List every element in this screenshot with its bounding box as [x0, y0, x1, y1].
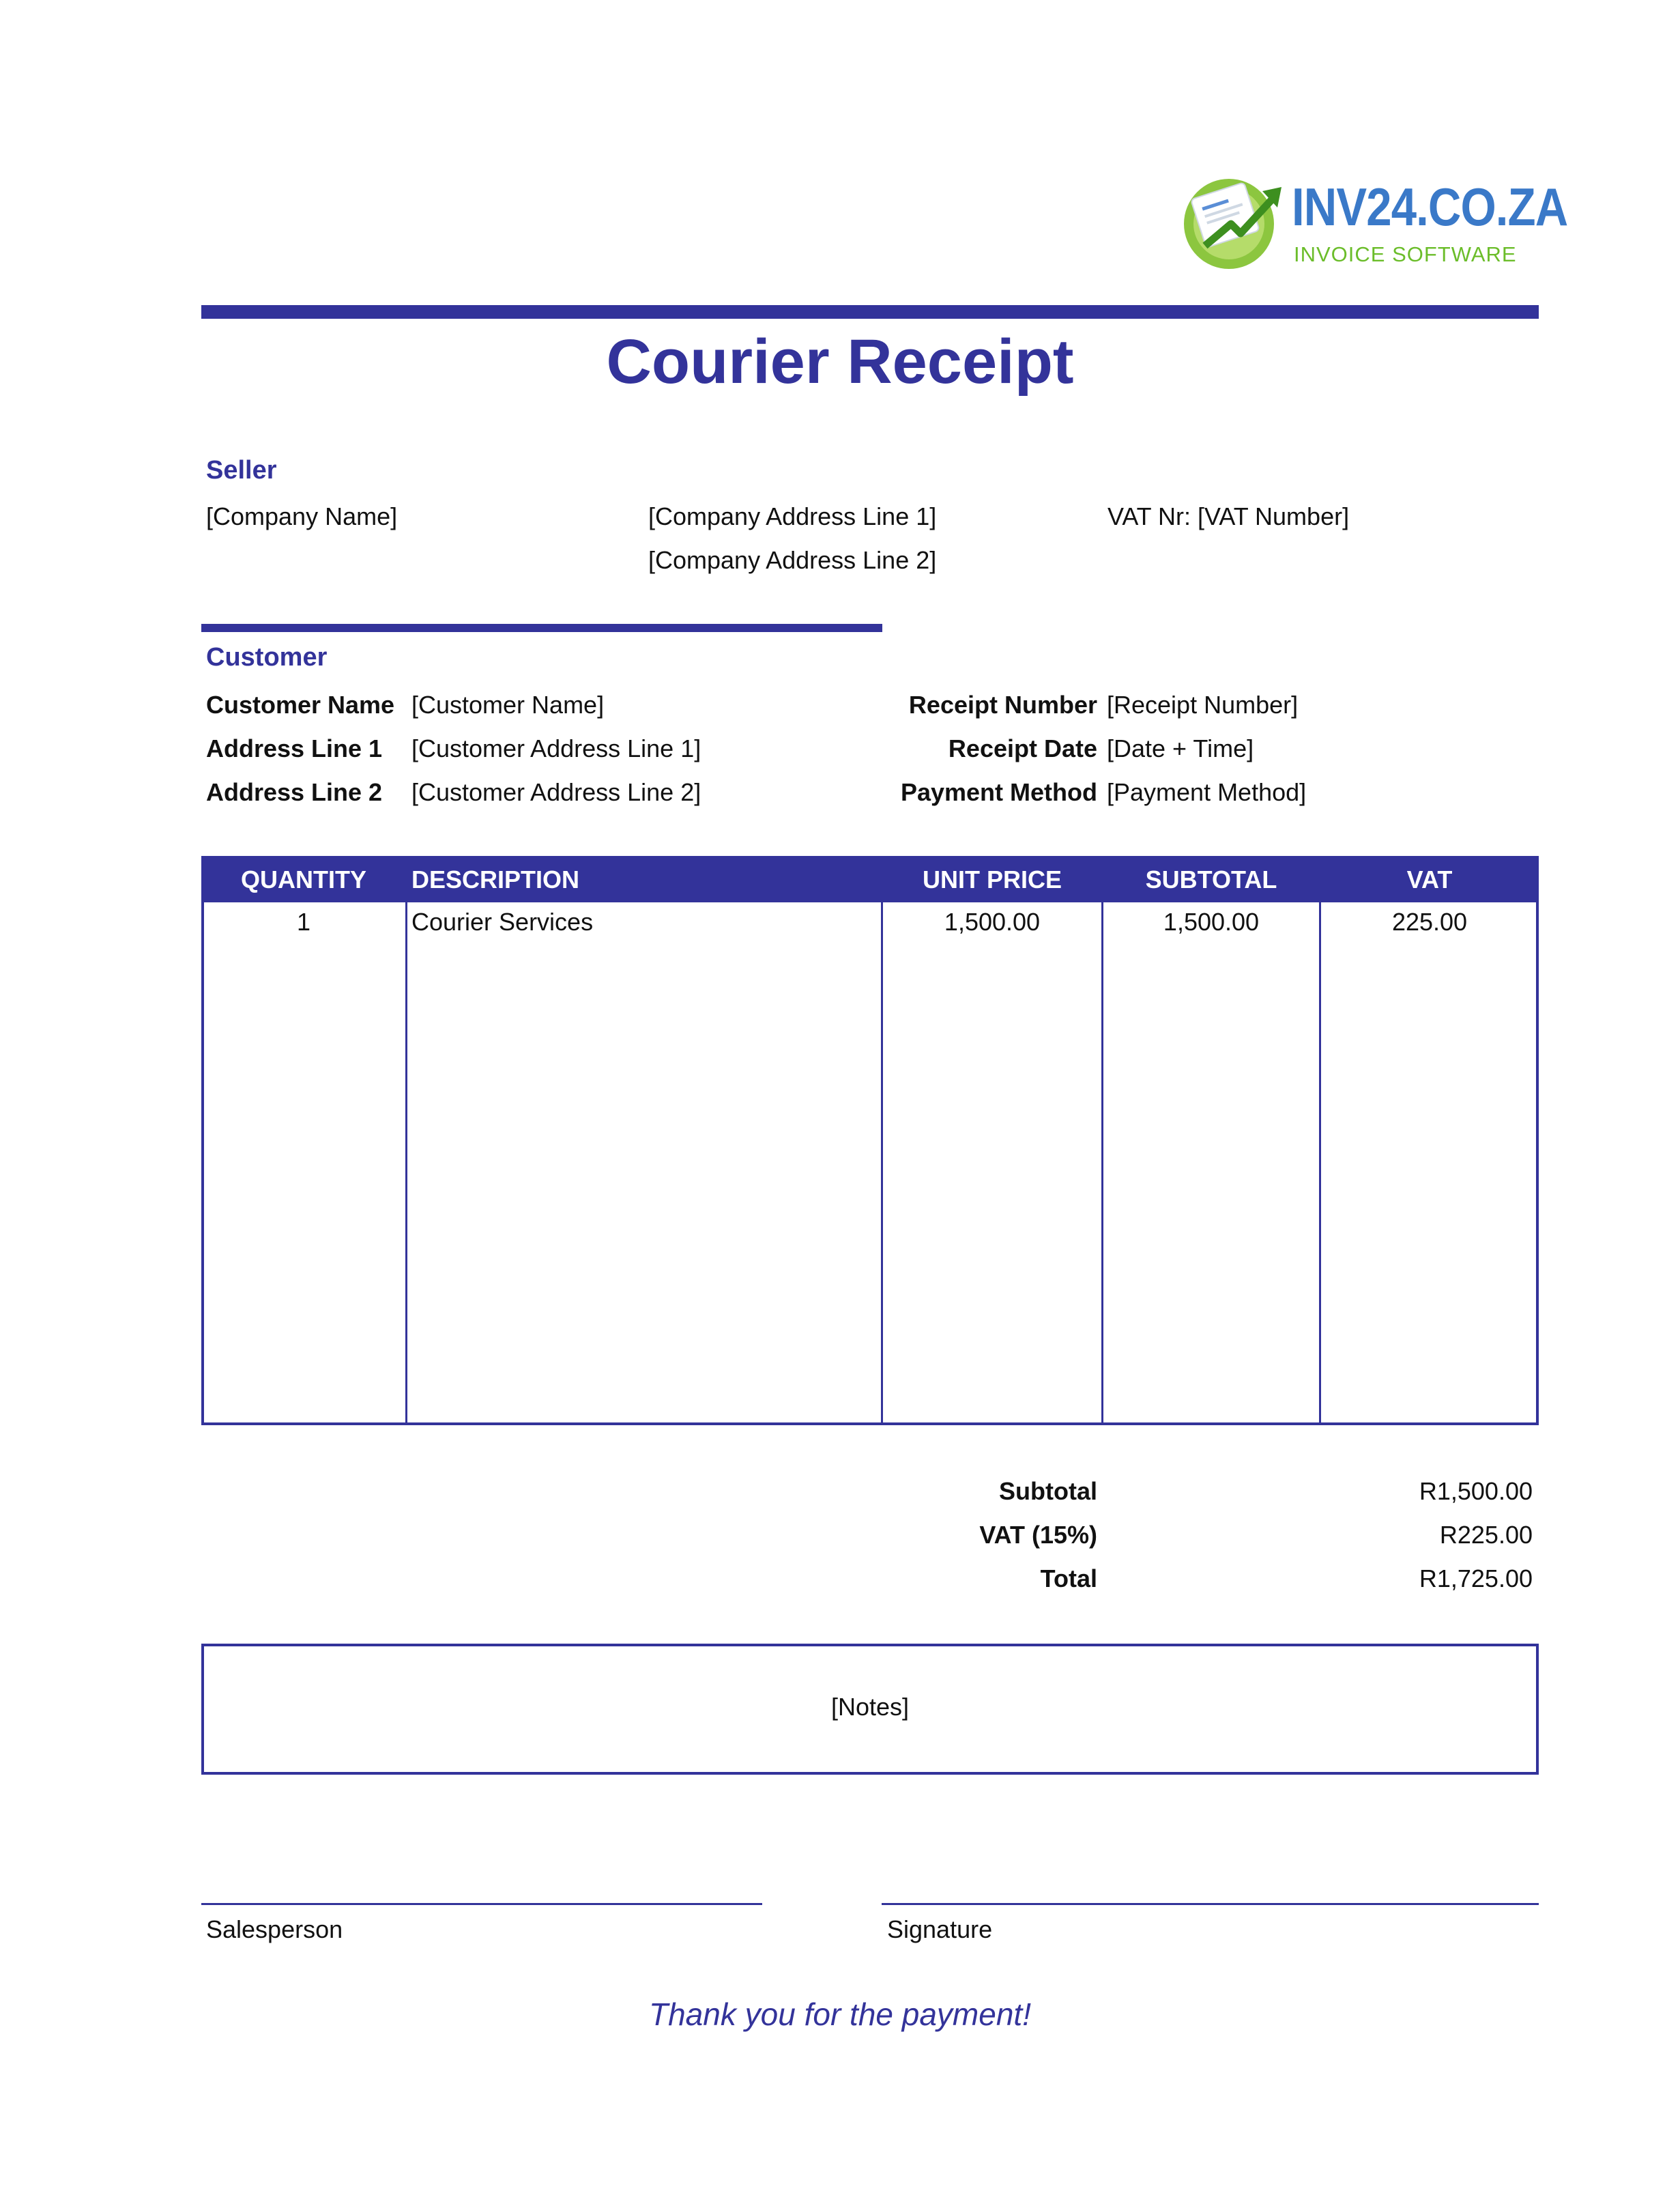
customer-address-1-value: [Customer Address Line 1]: [411, 734, 701, 762]
salesperson-signature-line: [201, 1903, 762, 1905]
header-divider: [201, 305, 1539, 319]
column-divider: [1101, 902, 1103, 1425]
customer-address-2-value: [Customer Address Line 2]: [411, 778, 701, 806]
customer-heading: Customer: [206, 643, 328, 672]
subtotal-label: Subtotal: [999, 1477, 1097, 1505]
payment-method-value: [Payment Method]: [1107, 778, 1307, 806]
document-title: Courier Receipt: [606, 327, 1074, 397]
column-divider: [881, 902, 883, 1425]
cell-description: Courier Services: [411, 908, 594, 936]
customer-name-value: [Customer Name]: [411, 691, 605, 719]
seller-heading: Seller: [206, 456, 277, 485]
logo-name: INV24.CO.ZA: [1292, 177, 1568, 237]
signature-label: Signature: [887, 1915, 993, 1943]
column-header-vat: VAT: [1406, 865, 1453, 893]
grand-total-value: R1,725.00: [1419, 1564, 1533, 1592]
signature-line: [882, 1903, 1539, 1905]
column-header-description: DESCRIPTION: [411, 865, 580, 893]
salesperson-label: Salesperson: [206, 1915, 343, 1943]
seller-company-name: [Company Name]: [206, 502, 398, 530]
vat-total-label: VAT (15%): [979, 1521, 1097, 1549]
receipt-date-label: Receipt Date: [948, 734, 1097, 762]
thank-you-message: Thank you for the payment!: [649, 1997, 1031, 2032]
column-header-quantity: QUANTITY: [241, 865, 366, 893]
cell-subtotal: 1,500.00: [1163, 908, 1260, 936]
receipt-number-value: [Receipt Number]: [1107, 691, 1299, 719]
logo-icon: [1178, 171, 1294, 273]
payment-method-label: Payment Method: [900, 778, 1097, 806]
grand-total-label: Total: [1040, 1564, 1097, 1592]
column-divider: [1319, 902, 1321, 1425]
vat-total-value: R225.00: [1439, 1521, 1533, 1549]
subtotal-value: R1,500.00: [1419, 1477, 1533, 1505]
column-header-subtotal: SUBTOTAL: [1145, 865, 1277, 893]
customer-address-1-label: Address Line 1: [206, 734, 383, 762]
receipt-date-value: [Date + Time]: [1107, 734, 1254, 762]
receipt-number-label: Receipt Number: [908, 691, 1097, 719]
line-items-table: [201, 856, 1539, 1425]
customer-address-2-label: Address Line 2: [206, 778, 383, 806]
cell-quantity: 1: [296, 908, 311, 936]
seller-address-line-1: [Company Address Line 1]: [648, 502, 937, 530]
cell-vat: 225.00: [1391, 908, 1468, 936]
seller-address-line-2: [Company Address Line 2]: [648, 546, 937, 574]
notes-text: [Notes]: [830, 1693, 910, 1721]
seller-vat-number: VAT Nr: [VAT Number]: [1107, 502, 1350, 530]
customer-name-label: Customer Name: [206, 691, 395, 719]
column-divider: [405, 902, 407, 1425]
cell-unit-price: 1,500.00: [944, 908, 1041, 936]
customer-divider: [201, 624, 882, 632]
column-header-unit-price: UNIT PRICE: [922, 865, 1062, 893]
logo-tagline: INVOICE SOFTWARE: [1294, 242, 1517, 266]
